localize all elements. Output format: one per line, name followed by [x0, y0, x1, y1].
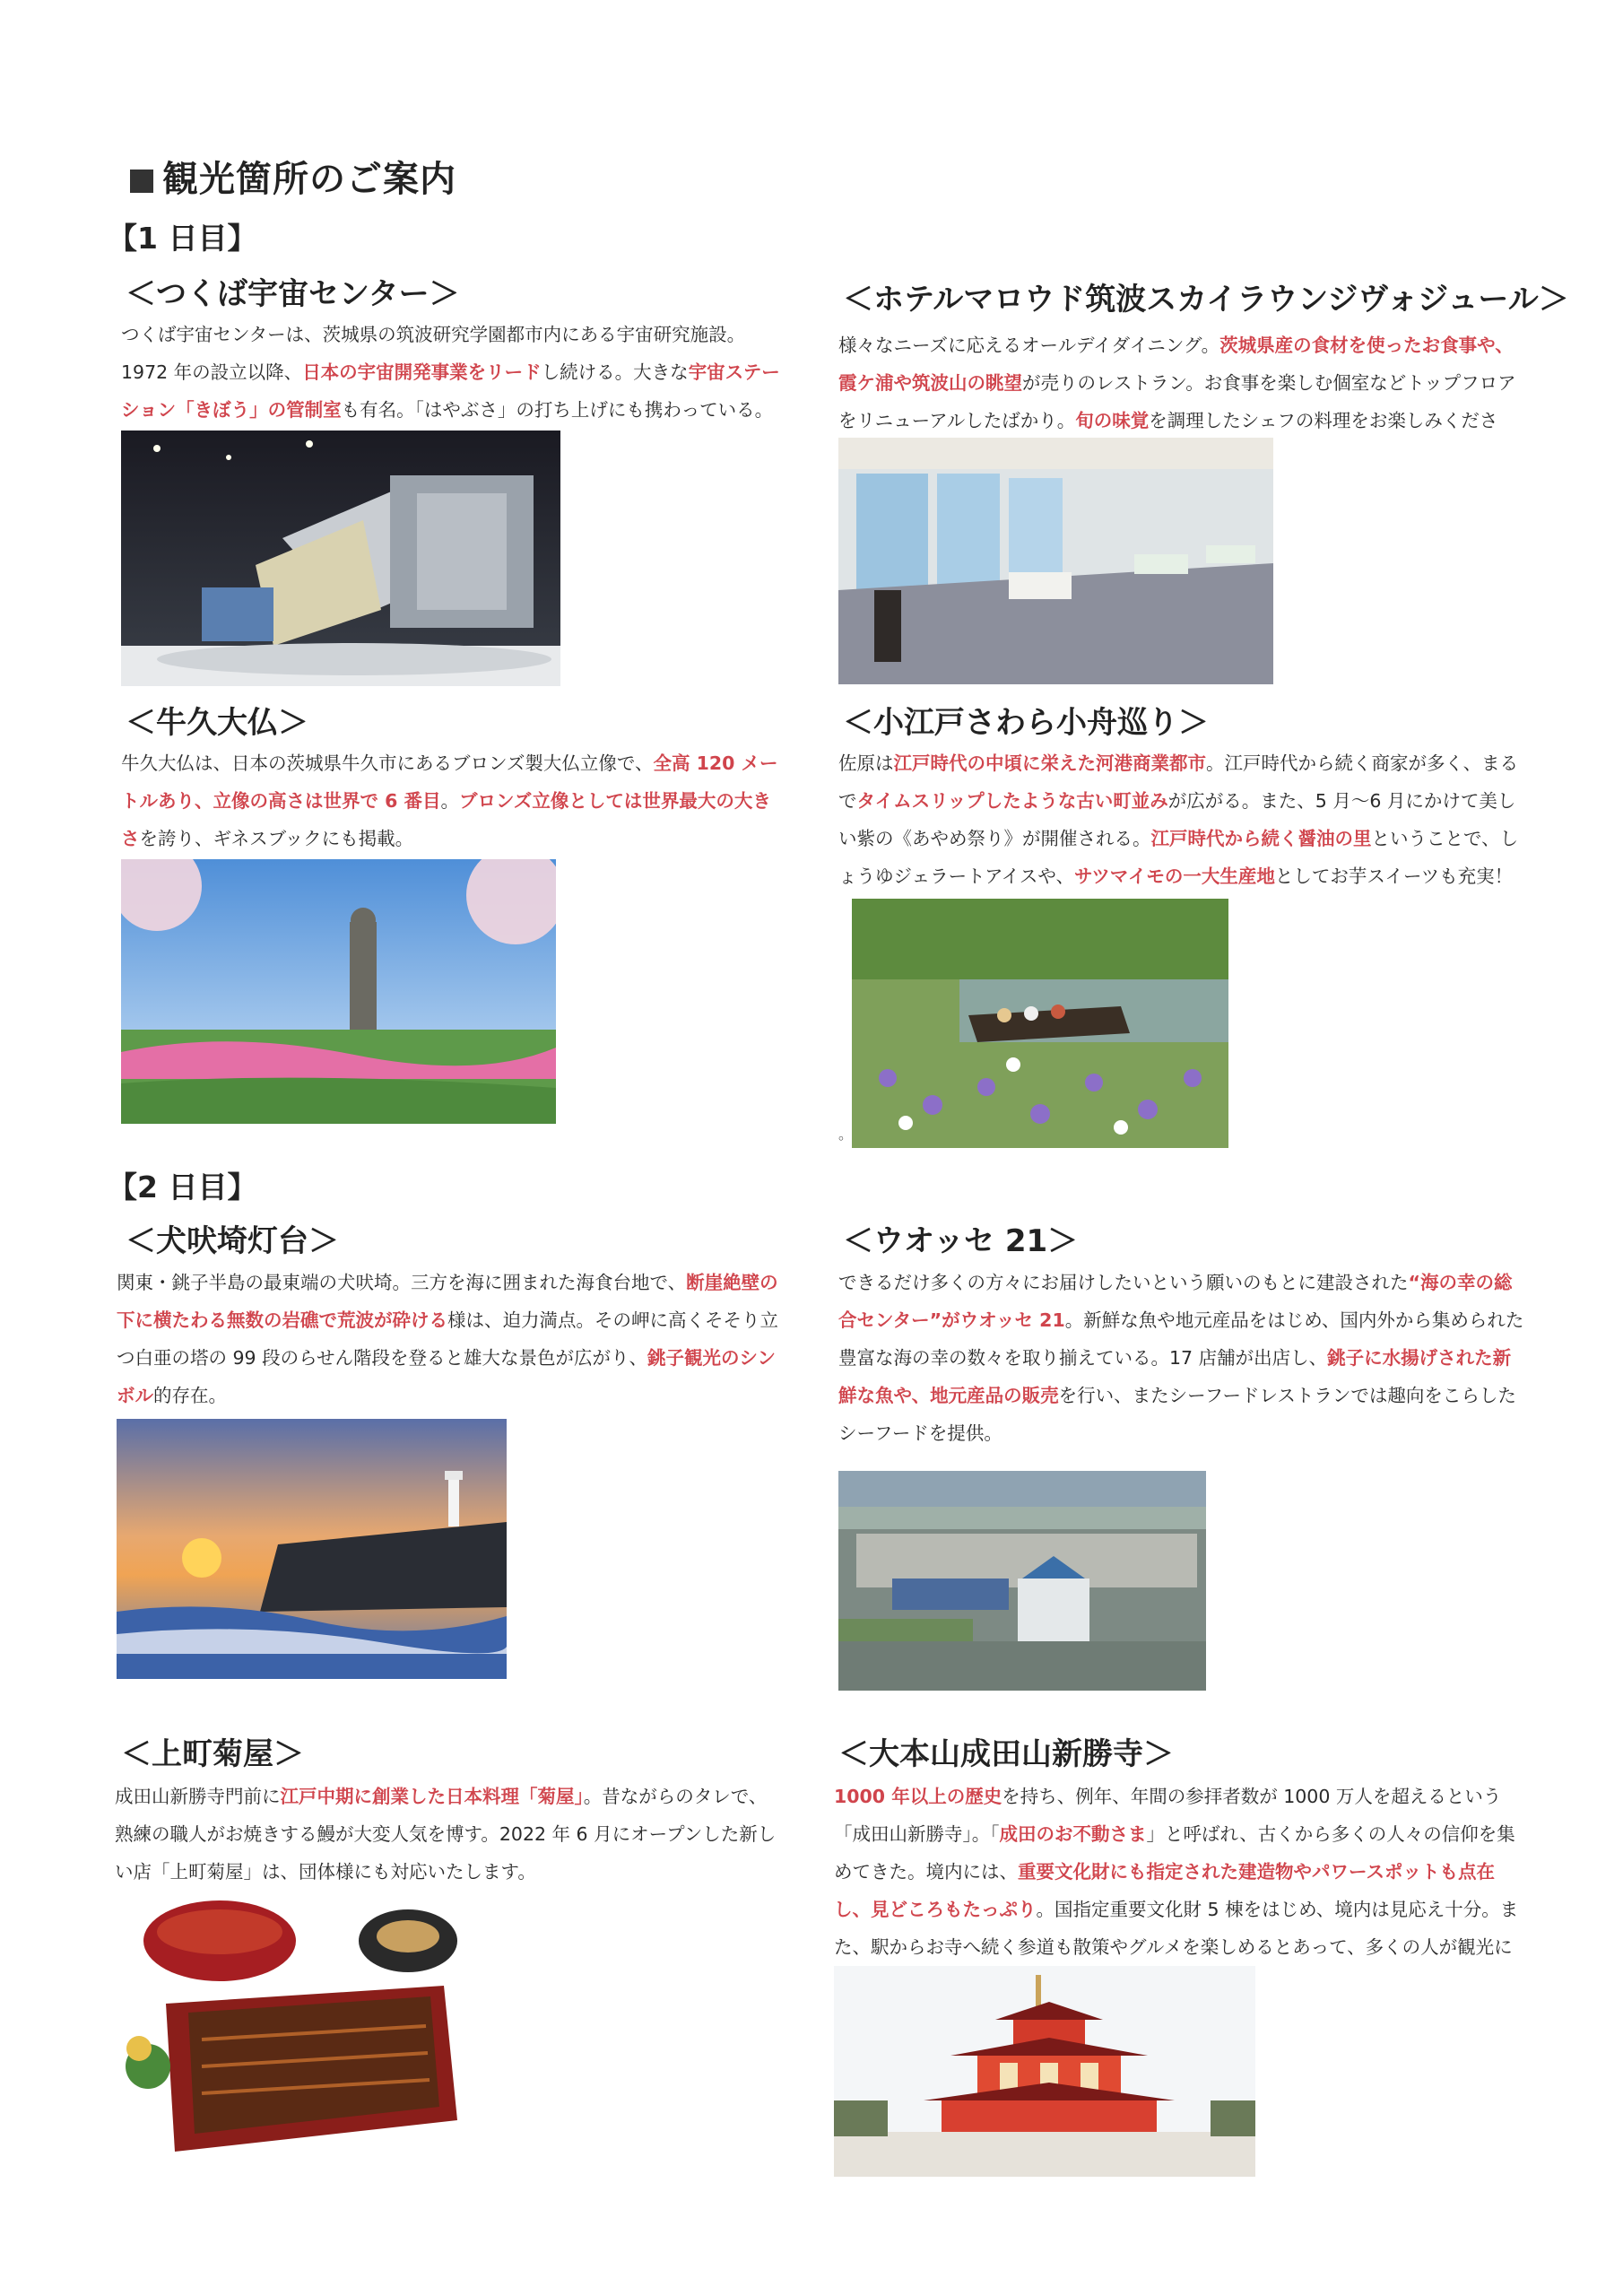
- body-text-segment: を誇り、ギネスブックにも掲載。: [139, 828, 414, 849]
- highlight-text: 重要文化財にも指定された建造物やパワースポットも点在し、見どころもたっぷり: [834, 1861, 1495, 1920]
- highlight-text: 茨城県産の食材を使ったお食事や、霞ケ浦や筑波山の眺望: [838, 335, 1514, 394]
- body-text-segment: できるだけ多くの方々にお届けしたいという願いのもとに建設された: [838, 1272, 1409, 1293]
- body-text-segment: としてお芋スイーツも充実！: [1274, 865, 1514, 887]
- body-text-segment: 。: [440, 790, 460, 812]
- body-text-segment: が売りのレストラン。お食事を楽しむ個室などトップフロアをリニューアルしたばかり。: [838, 372, 1516, 431]
- inubo-description: [117, 1264, 780, 1414]
- naritasan-title: ＜大本山成田山新勝寺＞: [838, 1736, 1174, 1772]
- uosse-title: ＜ウオッセ 21＞: [843, 1223, 1079, 1259]
- lighthouse-photo: [117, 1419, 507, 1679]
- uosse-description: [838, 1264, 1529, 1452]
- boat-tour-photo: [852, 899, 1228, 1148]
- kikuya-title: ＜上町菊屋＞: [121, 1736, 304, 1772]
- day-1-heading: 【1 日目】: [108, 221, 257, 256]
- inubo-title: ＜犬吠埼灯台＞: [126, 1223, 339, 1259]
- square-bullet-icon: [130, 170, 153, 193]
- highlight-text: サツマイモの一大生産地: [1074, 865, 1275, 887]
- unagi-photo: [112, 1887, 466, 2161]
- sawara-title: ＜小江戸さわら小舟巡り＞: [843, 705, 1209, 741]
- ushiku-description: [121, 744, 780, 857]
- body-text-segment: 。江戸時代から続く商家が多く、まるで: [838, 752, 1519, 812]
- highlight-text: 江戸中期に創業した日本料理「菊屋」: [280, 1786, 584, 1807]
- body-text-segment: 関東・銚子半島の最東端の犬吠埼。三方を海に囲まれた海食台地で、: [117, 1272, 687, 1293]
- highlight-text: 宇宙ステーション「きぼう」の管制室: [121, 361, 780, 421]
- body-text-segment: 成田山新勝寺門前に: [115, 1786, 281, 1807]
- highlight-text: 1000 年以上の歴史: [834, 1786, 1002, 1807]
- fish-market-photo: [838, 1471, 1206, 1691]
- highlight-text: タイムスリップしたような古い町並み: [856, 790, 1168, 812]
- ushiku-title: ＜牛久大仏＞: [126, 705, 308, 741]
- buddha-photo: [121, 859, 556, 1124]
- sawara-description: [838, 744, 1529, 895]
- highlight-text: “海の幸の総合センター”がウオッセ 21: [838, 1272, 1513, 1331]
- hotel-title: ＜ホテルマロウド筑波スカイラウンジヴォジュール＞: [843, 282, 1569, 317]
- highlight-text: 江戸時代から続く醤油の里: [1150, 828, 1372, 849]
- body-text-segment: 様は、迫力満点。その岬に高くそそり立つ白亜の塔の 99 段のらせん階段を登ると雄大な景色が広がり、: [117, 1309, 778, 1369]
- body-text-segment: が広がる。また、5 月～6 月にかけて美しい紫の《あやめ祭り》が開催される。: [838, 790, 1516, 849]
- body-text-segment: 」と呼ばれ、古くから多くの人々の信仰を集めてきた。境内には、: [834, 1823, 1515, 1883]
- body-text-segment: 。新鮮な魚や地元産品をはじめ、国内外から集められた豊富な海の幸の数々を取り揃えている。17 店舗が出店し、: [838, 1309, 1524, 1369]
- highlight-text: 江戸時代の中頃に栄えた河港商業都市: [893, 752, 1206, 774]
- body-text-segment: ということで、しょうゆジェラートアイスや、: [838, 828, 1519, 887]
- body-text-segment: 。国指定重要文化財 5 棟をはじめ、境内は見応え十分。また、駅からお寺へ続く参道も散策やグルメを楽しめるとあって、多くの人が観光に: [834, 1899, 1519, 1958]
- highlight-text: 銚子に水揚げされた新鮮な魚や、地元産品の販売: [838, 1347, 1512, 1406]
- restaurant-photo: [838, 438, 1273, 684]
- body-text-segment: を持ち、例年、年間の参拝者数が 1000 万人を超えるという「成田山新勝寺」。「: [834, 1786, 1502, 1845]
- kikuya-description: [115, 1778, 783, 1891]
- tsukuba-title: ＜つくば宇宙センター＞: [126, 276, 460, 312]
- body-text-segment: 牛久大仏は、日本の茨城県牛久市にあるブロンズ製大仏立像で、: [121, 752, 654, 774]
- highlight-text: 旬の味覚: [1075, 410, 1150, 431]
- body-text-segment: を行い、またシーフードレストランでは趣向をこらしたシーフードを提供。: [838, 1385, 1516, 1444]
- body-text-segment: 佐原は: [838, 752, 894, 774]
- body-text-segment: 様々なニーズに応えるオールデイダイニング。: [838, 335, 1220, 356]
- day-2-heading: 【2 日目】: [108, 1170, 257, 1205]
- body-text-segment: 。昔ながらのタレで、熟練の職人がお焼きする鰻が大変人気を博す。2022 年 6 月にオープンした新しい店「上町菊屋」は、団体様にも対応いたします。: [115, 1786, 777, 1883]
- stray-mark: 。: [838, 1126, 854, 1143]
- highlight-text: 成田のお不動さま: [999, 1823, 1147, 1845]
- body-text-segment: 的存在。: [153, 1385, 227, 1406]
- highlight-text: 日本の宇宙開発事業をリード: [302, 361, 542, 383]
- body-text-segment: を調理したシェフの料理をお楽しみくださ: [1149, 410, 1498, 431]
- body-text-segment: も有名。「はやぶさ」の打ち上げにも携わっている。: [341, 399, 774, 421]
- body-text-segment: し続ける。大きな: [541, 361, 689, 383]
- page-title: 観光箇所のご案内: [130, 151, 456, 202]
- highlight-text: 全高 120 メートルあり、立像の高さは世界で 6 番目: [121, 752, 778, 812]
- body-text-segment: つくば宇宙センターは、茨城県の筑波研究学園都市内にある宇宙研究施設。1972 年の設立以降、: [121, 324, 746, 383]
- highlight-text: 断崖絶壁の下に横たわる無数の岩礁で荒波が砕ける: [117, 1272, 778, 1331]
- tsukuba-description: [121, 316, 780, 429]
- pagoda-photo: [834, 1966, 1255, 2177]
- space-center-photo: [121, 430, 560, 686]
- highlight-text: 銚子観光のシンボル: [117, 1347, 777, 1406]
- highlight-text: ブロンズ立像としては世界最大の大きさ: [121, 790, 771, 849]
